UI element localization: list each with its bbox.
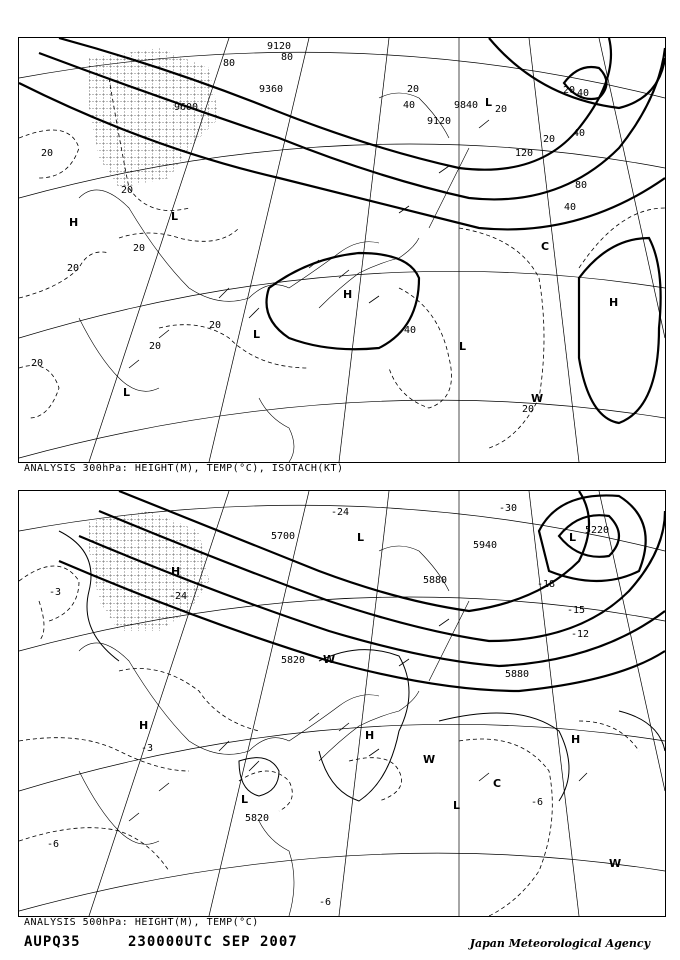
- pressure-center: L: [253, 328, 261, 341]
- panel-caption-300hpa: ANALYSIS 300hPa: HEIGHT(M), TEMP(°C), ISOTACH(KT): [24, 463, 344, 474]
- isotach-label: 20: [67, 263, 80, 274]
- pressure-center: L: [241, 793, 249, 806]
- temp-label: -15: [567, 605, 586, 616]
- pressure-center: H: [571, 733, 581, 746]
- station-marks: [129, 619, 590, 821]
- isotach-label: 40: [404, 325, 417, 336]
- pressure-center: C: [493, 777, 502, 790]
- temp-label: -18: [537, 579, 556, 590]
- height-label: 9840: [454, 100, 479, 111]
- height-label: 5940: [473, 540, 498, 551]
- isotach-label: 80: [223, 58, 236, 69]
- isotach-label: 80: [281, 52, 294, 63]
- height-label: 5220: [585, 525, 610, 536]
- height-label: 5880: [423, 575, 448, 586]
- pressure-center: C: [541, 240, 550, 253]
- pressure-center: H: [171, 565, 181, 578]
- map-panel-500hpa: [18, 490, 666, 917]
- temp-label: -3: [141, 743, 154, 754]
- isotach-label: 20: [31, 358, 44, 369]
- map-300hpa-svg: [19, 38, 665, 462]
- height-label: 5820: [281, 655, 306, 666]
- pressure-center: L: [171, 210, 179, 223]
- isotach-label: 20: [209, 320, 222, 331]
- isotach-label: 20: [133, 243, 146, 254]
- isotach-label: 40: [564, 202, 577, 213]
- height-label: 5880: [505, 669, 530, 680]
- pressure-center: W: [423, 753, 436, 766]
- temp-label: -3: [49, 587, 62, 598]
- isotach-label: 20: [543, 134, 556, 145]
- pressure-center: L: [569, 531, 577, 544]
- pressure-center: H: [343, 288, 353, 301]
- product-code: AUPQ35: [24, 934, 81, 950]
- temp-label: -24: [169, 591, 188, 602]
- isotach-label: 20: [149, 341, 162, 352]
- temp-label: -30: [499, 503, 518, 514]
- temp-label: -12: [571, 629, 590, 640]
- map-panel-300hpa: [18, 37, 666, 463]
- isotach-label: 20: [407, 84, 420, 95]
- height-label: 5700: [271, 531, 296, 542]
- temp-label: -24: [331, 507, 350, 518]
- pressure-center: H: [365, 729, 375, 742]
- isotach-label: 80: [575, 180, 588, 191]
- pressure-center: L: [459, 340, 467, 353]
- pressure-center: W: [323, 653, 336, 666]
- pressure-center: H: [69, 216, 79, 229]
- pressure-center: L: [453, 799, 461, 812]
- height-label: 5820: [245, 813, 270, 824]
- panel-caption-500hpa: ANALYSIS 500hPa: HEIGHT(M), TEMP(°C): [24, 917, 259, 928]
- temp-label: -40: [571, 88, 590, 99]
- pressure-center: L: [357, 531, 365, 544]
- isotach-label: 20: [41, 148, 54, 159]
- isotach-label: 40: [403, 100, 416, 111]
- agency-credit: Japan Meteorological Agency: [469, 937, 650, 950]
- isotach-label: 120: [515, 148, 534, 159]
- height-label: 9600: [174, 102, 199, 113]
- pressure-center: H: [139, 719, 149, 732]
- temp-label: -6: [47, 839, 60, 850]
- pressure-center: W: [609, 857, 622, 870]
- valid-time: 230000UTC SEP 2007: [128, 934, 298, 950]
- height-label: 9360: [259, 84, 284, 95]
- isotach-label: 20: [563, 85, 576, 96]
- isotach-label: 40: [573, 128, 586, 139]
- pressure-center: W: [531, 392, 544, 405]
- height-label: 9120: [427, 116, 452, 127]
- pressure-center: L: [485, 96, 493, 109]
- height-label: 9120: [267, 41, 292, 52]
- station-marks: [129, 120, 489, 368]
- pressure-center: L: [123, 386, 131, 399]
- temp-label: -6: [319, 897, 332, 908]
- temp-label: -6: [531, 797, 544, 808]
- isotach-label: 20: [522, 404, 535, 415]
- pressure-center: H: [609, 296, 619, 309]
- isotach-label: 20: [495, 104, 508, 115]
- isotach-label: 20: [121, 185, 134, 196]
- map-500hpa-svg: [19, 491, 665, 916]
